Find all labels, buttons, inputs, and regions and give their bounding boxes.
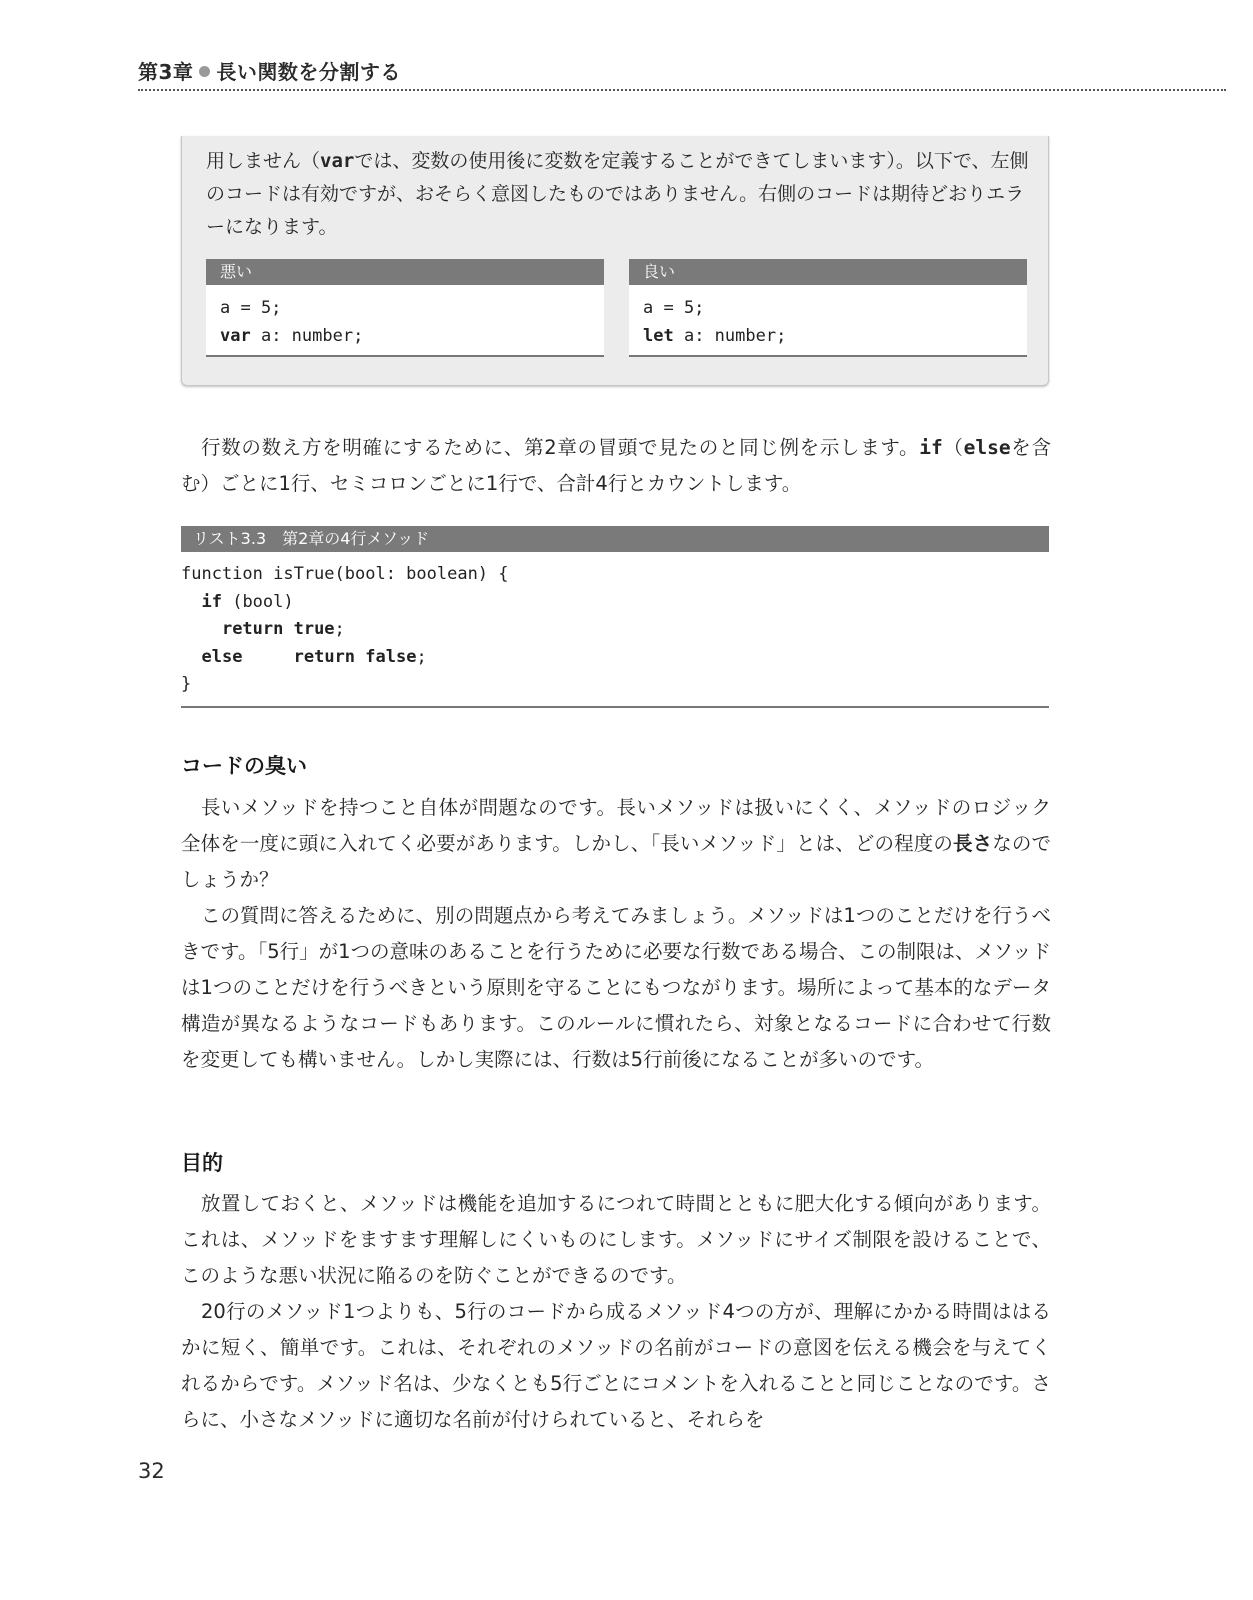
good-example-code: a = 5; let a: number; bbox=[643, 298, 787, 346]
chapter-label: 第3章 bbox=[138, 60, 194, 84]
good-example-title: 良い bbox=[629, 259, 1027, 285]
listing-code: function isTrue(bool: boolean) { if (bool) return true; else return false; } bbox=[181, 564, 509, 694]
bullet-dot-icon bbox=[199, 66, 210, 77]
section1-paragraph-1: 長いメソッドを持つこと自体が問題なのです。長いメソッドは扱いにくく、メソッドのロジック全体を一度に頭に入れてく必要があります。しかし、「長いメソッド」とは、どの程度の長さなのでしょうか？ bbox=[181, 796, 1051, 891]
section-heading-purpose: 目的 bbox=[181, 1151, 223, 1175]
section1-paragraph-2: この質問に答えるために、別の問題点から考えてみましょう。メソッドは1つのことだけを行うべきです。「5行」が1つの意味のあることを行うために必要な行数である場合、この制限は、メソッドは1つのことだけを行うべきという原則を守ることにもつながります。場所によって基本的なデータ構造が異なるようなコードもあります。このルールに慣れたら、対象となるコードに合わせて行数を変更しても構いません。しかし実際には、行数は5行前後になることが多いのです。 bbox=[181, 904, 1051, 1071]
emphasis-length: 長さ bbox=[952, 832, 993, 855]
bad-example-title: 悪い bbox=[206, 259, 604, 285]
inline-code-var: var bbox=[320, 150, 355, 172]
section2-paragraph-1: 放置しておくと、メソッドは機能を追加するにつれて時間とともに肥大化する傾向があります。これは、メソッドをますます理解しにくいものにします。メソッドにサイズ制限を設けることで、このような悪い状況に陥るのを防ぐことができるのです。 bbox=[181, 1192, 1051, 1287]
inline-code-else: else bbox=[963, 436, 1011, 459]
bad-example-code: a = 5; var a: number; bbox=[220, 298, 364, 346]
listing-bottom-rule bbox=[181, 706, 1049, 708]
good-example-box bbox=[629, 259, 1027, 357]
chapter-title: 長い関数を分割する bbox=[216, 60, 401, 84]
section-heading-code-smell: コードの臭い bbox=[181, 754, 307, 778]
note-text: 用しません（varでは、変数の使用後に変数を定義することができてしまいます）。以下で、左側のコードは有効ですが、おそらく意図したものではありません。右側のコードは期待どおりエラーになります。 bbox=[206, 150, 1029, 238]
page-number: 32 bbox=[138, 1459, 165, 1483]
section2-paragraph-2: 20行のメソッド1つよりも、5行のコードから成るメソッド4つの方が、理解にかかる時間ははるかに短く、簡単です。これは、それぞれのメソッドの名前がコードの意図を伝える機会を与えてくれるからです。メソッド名は、少なくとも5行ごとにコメントを入れることと同じことなのです。さらに、小さなメソッドに適切な名前が付けられていると、それらを bbox=[181, 1300, 1051, 1431]
note-box bbox=[181, 136, 1049, 386]
running-header bbox=[138, 56, 401, 85]
listing-title: リスト3.3 第2章の4行メソッド bbox=[181, 526, 1049, 552]
bad-example-box bbox=[206, 259, 604, 357]
intro-paragraph: 行数の数え方を明確にするために、第2章の冒頭で見たのと同じ例を示します。if（elseを含む）ごとに1行、セミコロンごとに1行で、合計4行とカウントします。 bbox=[181, 436, 1051, 495]
inline-code-if: if bbox=[919, 436, 943, 459]
header-divider bbox=[138, 89, 1226, 91]
